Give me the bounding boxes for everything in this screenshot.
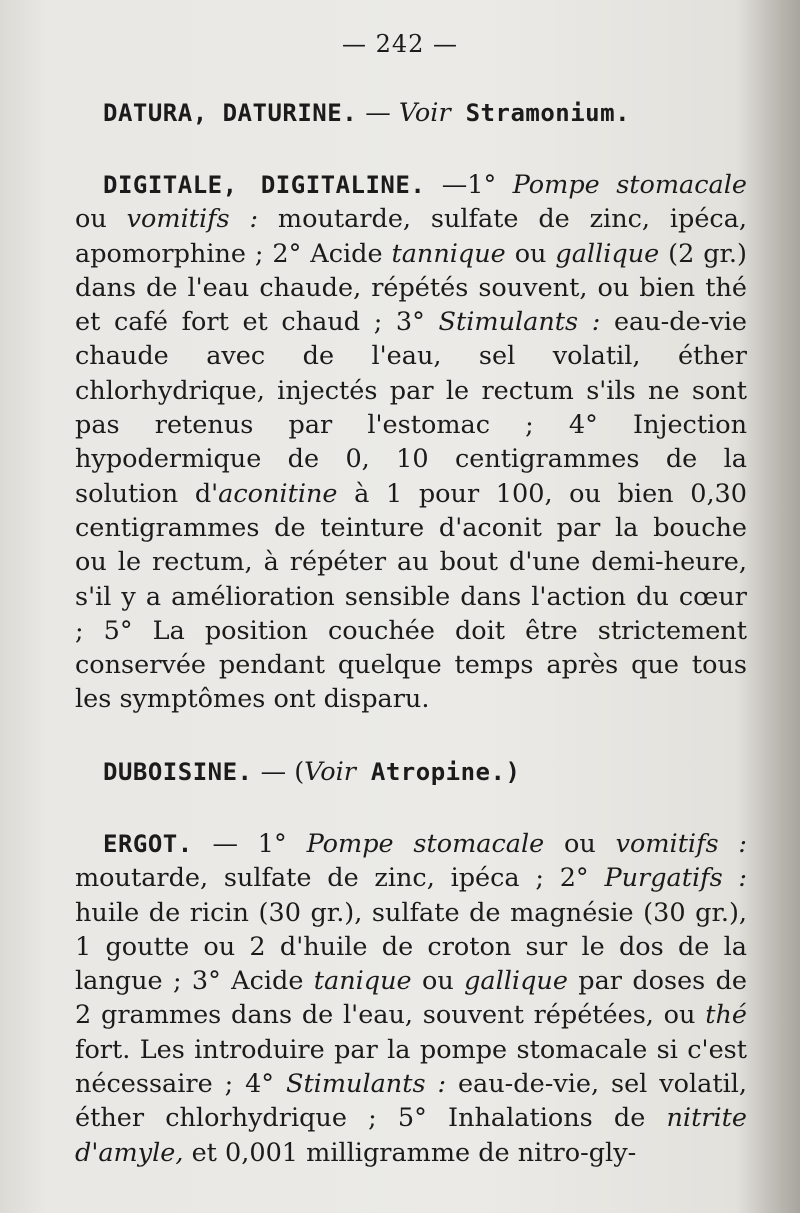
entry-italic: aconitine <box>218 478 338 509</box>
entry-italic: gallique <box>464 966 568 997</box>
entry-text: et 0,001 milligramme de nitro-gly- <box>183 1137 637 1168</box>
voir-label: Voir <box>304 757 356 787</box>
entry-text: ou <box>411 966 465 997</box>
entry-text: fort. Les introduire par la pompe stomacale si c'est nécessaire ; 4° <box>75 1034 747 1100</box>
entry-italic: tanique <box>313 966 412 997</box>
entry-italic: Purgatifs : <box>604 863 748 894</box>
entry-digitale <box>75 168 747 717</box>
entry-text: ou <box>75 204 127 235</box>
entry-italic: nitrite d'amyle, <box>75 1103 747 1168</box>
cross-reference: Stramonium. <box>450 99 631 127</box>
entry-text: eau-de-vie chaude avec de l'eau, sel volatil, éther chlorhydrique, injectés par le rectum s'ils ne sont pas retenus par l'estomac ; 4° Injection hypodermique de 0, 10 centigrammes de la solution d' <box>75 307 747 509</box>
entry-heading: DATURA, DATURINE. <box>103 99 358 127</box>
entry-italic: vomitifs : <box>615 829 747 859</box>
entry-dash: — <box>357 98 399 128</box>
entry-text: eau-de-vie, sel volatil, éther chlorhydrique ; 5° Inhalations de <box>75 1069 747 1134</box>
entry-ergot <box>75 827 747 1170</box>
entry-italic: gallique <box>555 238 660 269</box>
entry-text: par doses de 2 grammes dans de l'eau, souvent répétées, ou <box>75 966 747 1031</box>
entry-text: — 1° <box>192 829 307 859</box>
entry-text: ou <box>505 238 556 269</box>
entry-duboisine <box>103 755 743 789</box>
cross-reference: Atropine.) <box>355 758 521 786</box>
entry-italic: Pompe stomacale <box>306 829 545 859</box>
page-number: — 242 — <box>341 30 459 58</box>
entry-italic: vomitifs : <box>126 204 259 235</box>
entry-italic: Stimulants : <box>285 1069 447 1100</box>
voir-label: Voir <box>398 98 451 128</box>
entry-italic: tannique <box>391 238 506 269</box>
entry-datura <box>103 96 743 130</box>
entry-text: moutarde, sulfate de zinc, ipéca, apomorphine ; 2° Acide <box>75 204 748 269</box>
entry-text: moutarde, sulfate de zinc, ipéca ; 2° <box>75 863 605 894</box>
entry-text: (2 gr.) dans de l'eau chaude, répétés souvent, ou bien thé et café fort et chaud ; 3° <box>75 238 747 338</box>
entry-text: huile de ricin (30 gr.), sulfate de magnésie (30 gr.), 1 goutte ou 2 d'huile de croton sur le dos de la langue ; 3° Acide <box>75 897 747 997</box>
entry-text: à 1 pour 100, ou bien 0,30 centigrammes de teinture d'aconit par la bouche ou le rectum, à répéter au bout d'une demi-heure, s'il y a amélioration sensible dans l'action du cœur ; 5° La position couchée doit être strictement conservée pendant quelque temps après que tous les symptômes ont disparu. <box>75 478 747 715</box>
entry-italic: Pompe stomacale <box>512 170 747 200</box>
entry-heading: DIGITALE, DIGITALINE. <box>103 171 426 199</box>
entry-italic: thé <box>705 1000 747 1031</box>
entry-italic: Stimulants : <box>438 307 601 338</box>
entry-dash: — ( <box>252 757 305 787</box>
entry-text: —1° <box>425 170 513 200</box>
entry-heading: ERGOT. <box>103 830 193 858</box>
entry-text: ou <box>544 829 616 859</box>
entry-heading: DUBOISINE. <box>103 758 253 786</box>
